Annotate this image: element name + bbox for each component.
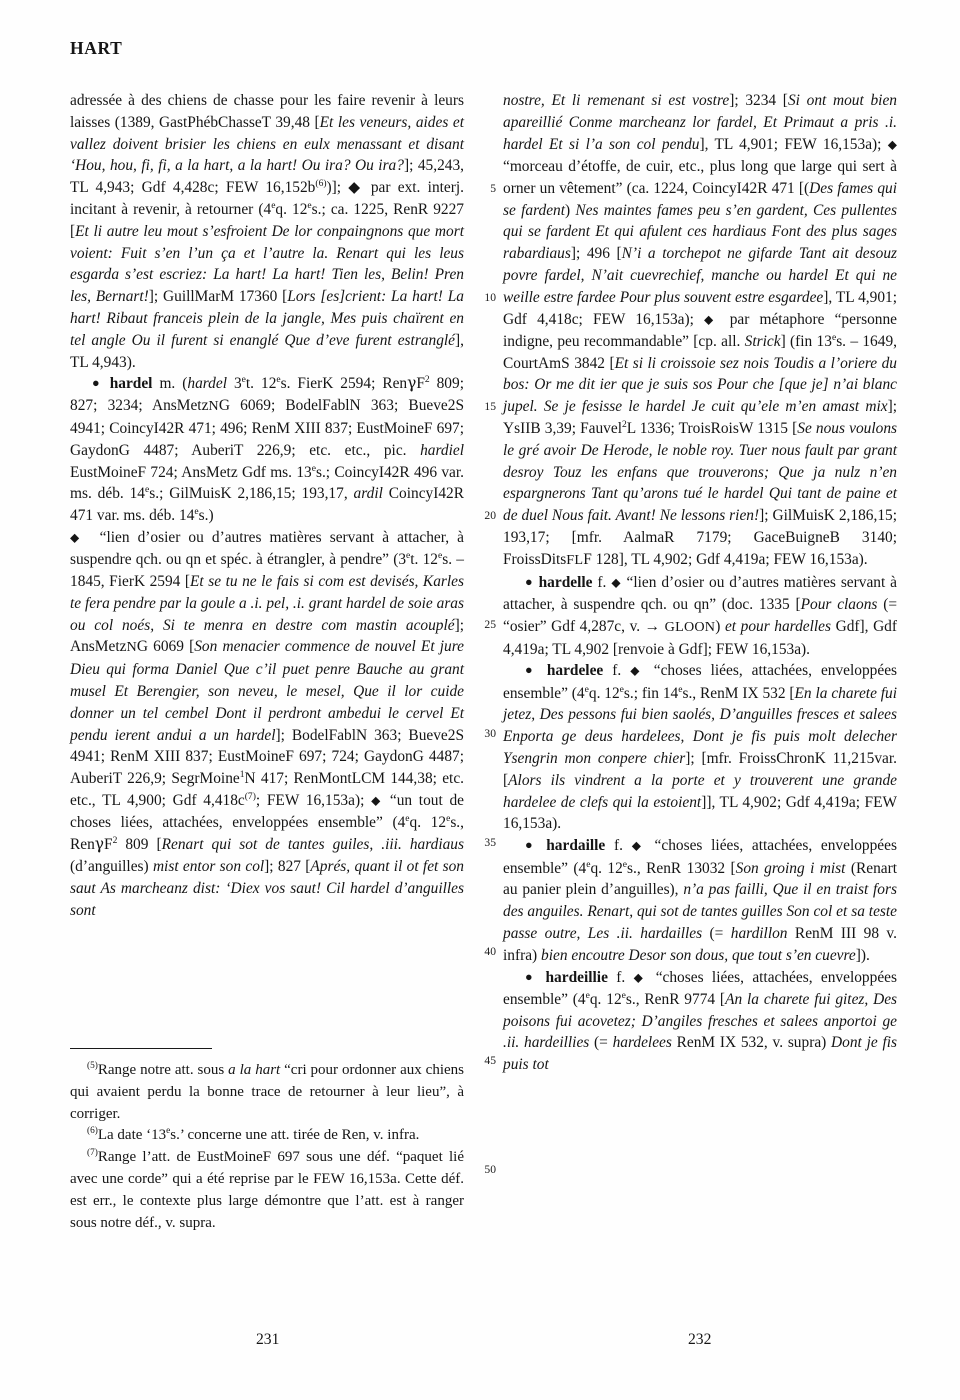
superscript: e bbox=[166, 1126, 171, 1137]
text-run: ; FEW 16,153a); bbox=[255, 792, 372, 810]
definition-text: par métaphore “personne indigne, peu recommandable” [cp. all. bbox=[503, 310, 897, 350]
definition-text: “lien d’osier ou d’autres matières servant à attacher, à suspendre qch. ou qn” (doc. 1335 [ bbox=[503, 573, 897, 613]
text-run: ]; BodelFablN 363; Bueve2S 4941; RenM XIII 837; EustMoineF 697; 724; GaydonG 4487; AuberiT 226,9; SegrMoine bbox=[70, 726, 465, 788]
text-run: ]; [mfr. FroissChronK 11,215var. [ bbox=[503, 750, 898, 789]
footnote-7 bbox=[70, 1147, 464, 1234]
superscript: e bbox=[271, 199, 276, 211]
text-run: ], TL 4,901; Gdf 4,418c; FEW 16,153a); bbox=[503, 288, 897, 328]
round-bullet-icon: ● bbox=[525, 969, 538, 984]
definition-text: “lien d’osier ou d’autres matières servant à attacher, à suspendre qch. ou qn et spéc. à étrangler, à pendre” (3 bbox=[70, 528, 464, 569]
text-run: ]; 3234 [ bbox=[729, 92, 788, 109]
superscript: e bbox=[586, 858, 591, 870]
form-italic: hardel bbox=[187, 375, 227, 393]
text-run: adressée à des chiens de chasse pour les faire revenir à leurs laisses (1389, GastPhébChasseT 39,48 [ bbox=[70, 92, 464, 131]
footnotes-block bbox=[70, 1060, 464, 1234]
superscript: e bbox=[145, 484, 150, 496]
diamond-bullet-icon: ◆ bbox=[630, 663, 645, 678]
quotation-italic: Des fames qui se fardent bbox=[503, 179, 897, 219]
cited-form-italic: a la hart bbox=[228, 1062, 281, 1078]
quotation-italic: Si ont mout bien apareillié Conme marcheanz lor fardel, Et Primaut a pris .i. hardel Et si l’a son col pendu bbox=[503, 92, 897, 153]
quotation-italic: nostre, Et li remenant si est vostre bbox=[503, 92, 730, 109]
text-run: F bbox=[104, 836, 113, 854]
smallcaps-run: N bbox=[126, 639, 137, 656]
definition-text: “choses liées, attachées, enveloppées ensemble” (4 bbox=[503, 968, 897, 1008]
text-run: ]; 496 [ bbox=[570, 245, 622, 263]
text-run: F bbox=[416, 375, 425, 393]
quotation-italic: et pour hardelles bbox=[724, 617, 831, 635]
text-run: 3 bbox=[227, 375, 242, 393]
superscript: e bbox=[584, 683, 589, 695]
definition-text: “choses liées, attachées, enveloppées ensemble” (4 bbox=[503, 837, 897, 877]
round-bullet-icon: ● bbox=[525, 838, 538, 853]
text-run: s.; fin 14 bbox=[623, 684, 679, 702]
diamond-bullet-icon: ◆ bbox=[887, 137, 898, 152]
superscript: 2 bbox=[424, 374, 430, 386]
text-run: G 6069 [ bbox=[136, 638, 195, 656]
entry-hardelee bbox=[503, 660, 897, 835]
quotation-italic: Alors ils vindrent a la porte et y trouverent une grande hardelee de clefs qui la estoient bbox=[503, 771, 897, 811]
right-column bbox=[503, 90, 897, 1076]
text-run: q. 12 bbox=[409, 814, 447, 832]
entry-hardel-sense-1 bbox=[70, 527, 464, 921]
text-run: s. – 1845, FierK 2594 [ bbox=[70, 551, 465, 591]
footnote-reference: (7) bbox=[244, 790, 256, 802]
text-run: ]; AnsMetz bbox=[70, 616, 464, 656]
form-italic: hardiel bbox=[420, 441, 464, 459]
text-run: s., RenM IX 532 [ bbox=[682, 684, 795, 702]
text-run: La date ‘13 bbox=[97, 1127, 167, 1144]
quotation-italic: Et li autre leu mout s’esfroient De lor conpaingnons que mort voient: Fuit s’en l’un ça et l’autre la. Renart qui les leus esgarda s’est escriez: La hart! La hart! Tien les, Belin! Pren les, Bernart! bbox=[70, 222, 464, 306]
line-number-gutter bbox=[462, 90, 496, 1270]
right-continuation-paragraph bbox=[503, 90, 897, 572]
quotation-italic: Renart qui sot de tantes guiles, .iii. hardiaus bbox=[161, 836, 464, 854]
text-run: s.; GilMuisK 2,186,15; 193,17, bbox=[149, 485, 354, 503]
headword: hardel bbox=[109, 375, 153, 393]
text-run: (= bbox=[702, 924, 731, 942]
text-run: CoincyI42R 471 var. ms. déb. 14 bbox=[70, 485, 465, 525]
quotation-italic: En la charete fui jetez, Des pessons fui bien saolés, D’anguilles fresces et salees Enporta ge deus hardelees, Dont je fis puis molt delecher Ysengrin mon conpere chier bbox=[503, 684, 898, 768]
diamond-bullet-icon: ◆ bbox=[633, 970, 648, 985]
cross-reference-smallcaps: GLOON bbox=[664, 618, 716, 635]
quotation-italic: Et les veneurs, aides et vallez doivent brisier les chiens en eulx menassant et disant ‘Hou, hou, fi, fi, a la hart, a la hart! Ou ira? Ou ira? bbox=[70, 113, 464, 175]
line-number: 30 bbox=[484, 727, 496, 740]
line-number: 5 bbox=[490, 182, 496, 195]
definition-text: “choses liées, attachées, enveloppées ensemble” (4 bbox=[503, 662, 898, 702]
headword: hardaille bbox=[546, 837, 606, 855]
text-run: ) bbox=[715, 617, 725, 635]
superscript: e bbox=[241, 374, 246, 386]
gender-label: f. bbox=[616, 968, 626, 986]
footnote-reference: (6) bbox=[315, 178, 327, 190]
quotation-italic: Se nous voulons le gré avoir De Herode, le noble roy. Tuer nous fault par grant desroy Touz les enfans que trouverons; Que ja nulz n’en espargnerons Tant qu’arons tué le hardel Qui tant de paine et de duel Nous fait. Avant! Ne lessons rien! bbox=[503, 420, 897, 525]
superscript: 1 bbox=[239, 769, 245, 781]
text-run: RenM IX 532, v. supra) bbox=[671, 1034, 832, 1052]
text-run: F 128], TL 4,902; Gdf 4,419a; FEW 16,153a). bbox=[583, 550, 868, 568]
diamond-bullet-icon: ◆ bbox=[70, 530, 84, 545]
text-run: (Renart au panier plein d’anguilles), bbox=[503, 859, 897, 899]
diamond-bullet-icon: ◆ bbox=[371, 793, 384, 808]
quotation-italic: Dont je fis puis tot bbox=[503, 1034, 897, 1074]
superscript: e bbox=[585, 989, 590, 1001]
entry-hardeillie bbox=[503, 967, 897, 1077]
superscript: e bbox=[276, 374, 281, 386]
text-run: Range notre att. sous bbox=[97, 1062, 229, 1078]
diamond-bullet-icon: ◆ bbox=[704, 312, 720, 327]
entry-hardel bbox=[70, 373, 464, 527]
text-run: 809 [ bbox=[117, 836, 162, 854]
quotation-italic: N’i a torchepot ne gifarde Tant ait desouz povre fardel, N’ait cuevrechief, manche ou hardel Et qui ne weille estre fardee Pour plus souvent estre esgardee bbox=[503, 245, 897, 306]
quotation-italic: Aprés, quant il ot fet son saut As marcheanz dist: ‘Diex vos saut! Cil hardel d’anguilles sont bbox=[70, 857, 464, 919]
line-number: 45 bbox=[484, 1054, 496, 1067]
text-run: ]; 45,243, TL 4,943; Gdf 4,428c; FEW 16,152b bbox=[70, 157, 465, 197]
superscript: e bbox=[831, 331, 837, 343]
text-run: s.; CoincyI42R 496 var. ms. déb. 14 bbox=[70, 463, 464, 503]
gender-label: f. bbox=[597, 573, 607, 591]
text-run: Gdf], Gdf 4,419a; TL 4,902 [renvoie à Gdf]; FEW 16,153a). bbox=[503, 617, 898, 658]
text-run: ] (fin 13 bbox=[780, 332, 832, 350]
quotation-italic: Lors [es]crient: La hart! La hart! Ribaut franceis plein de la jangle, Mes puis chaïrent en tel angle Ou il furent si enanglé Que d’eve furent estranglé bbox=[70, 288, 465, 349]
quotation-italic: Nes maintes fames peu s’en gardent, Ces pullentes qui se fardent Et qui afulent ces hardiaus Font des plus sages rabardiaus bbox=[503, 201, 897, 263]
text-run: q. 12 bbox=[590, 859, 623, 877]
form-italic: ardil bbox=[353, 485, 383, 503]
superscript: 2 bbox=[622, 418, 627, 430]
superscript: e bbox=[438, 550, 443, 562]
headword: hardelle bbox=[538, 573, 593, 591]
left-continuation-paragraph bbox=[70, 90, 464, 373]
superscript: e bbox=[622, 858, 628, 870]
text-run: ]], TL 4,902; Gdf 4,419a; FEW 16,153a). bbox=[503, 793, 898, 833]
entry-hardaille bbox=[503, 835, 897, 966]
line-number: 20 bbox=[484, 509, 496, 522]
text-run: ]; GilMuisK 2,186,15; 193,17; [mfr. AalmaR 7179; GaceBuigneB 3140; FroissDits bbox=[503, 507, 897, 568]
quotation-italic: An la charete fui gitez, Des poisons fui acovetez; D’angiles fresches et salees anportoi ge .ii. hardeillies bbox=[503, 990, 898, 1052]
text-run: (= “osier” Gdf 4,287c, v. → bbox=[503, 595, 898, 635]
quotation-italic: Et se tu ne le fais si com est devisés, Karles te fera pendre par la goule a .i. pel, .i. grant hardel de soie aras ou col noés, Si te menra en destre com mastin acouplé bbox=[70, 573, 464, 634]
footnote-separator-rule bbox=[70, 1048, 212, 1049]
text-run: s., RenR 9774 [ bbox=[625, 990, 726, 1008]
text-run: L 1336; TroisRoisW 1315 [ bbox=[626, 420, 798, 438]
superscript: e bbox=[619, 683, 624, 695]
text-run: s.) bbox=[198, 507, 214, 525]
quotation-italic: Son menacier commence de nouvel Et jure Dieu qui forma Daniel Que c’il puet penre Bauche au grant musel Et Berengier, son neveu, le mesel, Que il lor cuide donner un tel cembel Dont il perdront ambedui le cervel Et pendu ierent andui a un hardel bbox=[70, 638, 464, 744]
round-bullet-icon: ● bbox=[525, 574, 534, 589]
superscript: e bbox=[446, 813, 451, 825]
text-run: ]; GuillMarM 17360 [ bbox=[148, 288, 288, 306]
quotation-italic: mist entor son col bbox=[152, 857, 265, 875]
text-run: (d’anguilles) bbox=[70, 857, 153, 875]
text-run: G 6069; BodelFablN 363; Bueve2S 4941; CoincyI42R 471; 496; RenM XIII 837; EustMoineF 697; GaydonG 4487; AuberiT 226,9; etc. etc., pic. bbox=[70, 397, 464, 459]
superscript: e bbox=[194, 506, 199, 518]
entry-hardelle bbox=[503, 572, 897, 661]
definition-text: “un tout de choses liées, attachées, enveloppées ensemble” (4 bbox=[70, 792, 464, 832]
line-number: 50 bbox=[484, 1163, 496, 1176]
gender-label: f. bbox=[613, 837, 623, 855]
superscript: e bbox=[621, 989, 626, 1001]
text-run: ], TL 4,901; FEW 16,153a); bbox=[699, 135, 888, 153]
text-run: s.’ concerne une att. tirée de Ren, v. infra. bbox=[170, 1127, 420, 1144]
superscript: 2 bbox=[112, 835, 118, 847]
gamma-glyph: γ bbox=[407, 374, 417, 393]
footnote-marker: (5) bbox=[87, 1061, 98, 1071]
line-number: 15 bbox=[484, 400, 496, 413]
text-run: q. 12 bbox=[275, 200, 308, 218]
cited-form-italic: hardillon bbox=[730, 924, 788, 942]
footnote-5 bbox=[70, 1060, 464, 1125]
text-run: “cri pour ordonner aux chiens qui avaient perdu la bonne trace de retourner à leur lieu”, à corriger. bbox=[70, 1062, 464, 1122]
superscript: e bbox=[307, 199, 312, 211]
round-bullet-icon: ● bbox=[92, 376, 103, 391]
footnote-6 bbox=[70, 1125, 464, 1147]
gender-label: f. bbox=[612, 662, 622, 680]
quotation-italic: Et si li croissoie sez nois Toudis a l’oriere du bos: Or me dit ier que je suis sos Pour che [que je] n’ai blanc jupel. Se je fesisse le hardel Je cuit qu’ele m’en amast mix bbox=[503, 354, 897, 416]
footnote-marker: (7) bbox=[87, 1148, 98, 1159]
text-run: N 417; RenMontLCM 144,38; etc. etc., TL 4,900; Gdf 4,418c bbox=[70, 770, 464, 810]
cited-form-italic: Strick bbox=[744, 332, 781, 350]
left-column bbox=[70, 90, 464, 921]
text-run: ) bbox=[565, 201, 576, 219]
superscript: e bbox=[405, 813, 410, 825]
quotation-italic: Son groing i mist bbox=[735, 859, 846, 877]
text-run: ( bbox=[182, 375, 188, 393]
headword: hardeillie bbox=[545, 968, 608, 986]
smallcaps-run: N bbox=[208, 398, 219, 415]
smallcaps-run: FL bbox=[566, 551, 584, 568]
text-run: ]). bbox=[855, 946, 870, 964]
gender-label: m. bbox=[159, 375, 176, 393]
text-run: t. 12 bbox=[410, 551, 439, 569]
running-head: HART bbox=[70, 38, 123, 58]
superscript: e bbox=[678, 683, 683, 695]
text-run: Range l’att. de EustMoineF 697 sous une déf. “paquet lié avec une corde” qui a été reprise par le FEW 16,153a. Cette déf. est err., le contexte plus large démontre que l’att. est à ranger sous notre déf., v. supra. bbox=[70, 1149, 464, 1231]
headword: hardelee bbox=[546, 662, 604, 680]
text-run: EustMoineF 724; AnsMetz Gdf ms. 13 bbox=[70, 463, 312, 481]
text-run: q. 12 bbox=[589, 990, 622, 1008]
line-number: 25 bbox=[484, 618, 496, 631]
text-run: q. 12 bbox=[588, 684, 620, 702]
folio-left: 231 bbox=[256, 1331, 280, 1348]
line-number: 10 bbox=[484, 291, 496, 304]
text-run: t. 12 bbox=[245, 375, 277, 393]
round-bullet-icon: ● bbox=[525, 663, 538, 678]
line-number: 40 bbox=[484, 945, 496, 958]
text-run: )]; ◆ par ext. interj. incitant à revenir, à retourner (4 bbox=[70, 179, 464, 218]
text-run: RenM III 98 v. infra) bbox=[503, 924, 897, 964]
text-run: ], TL 4,943). bbox=[70, 331, 464, 371]
quotation-italic: Pour claons bbox=[800, 595, 878, 613]
cited-form-italic: hardelees bbox=[612, 1034, 672, 1052]
quotation-italic: bien encoutre Desor son dous, que tout s’en cuevre bbox=[541, 946, 856, 964]
text-run: ]; YsIIB 3,39; Fauvel bbox=[503, 398, 897, 438]
text-run: s. FierK 2594; Ren bbox=[280, 375, 408, 393]
text-run: s., Ren bbox=[70, 814, 464, 854]
line-number: 35 bbox=[484, 836, 496, 849]
definition-text: “morceau d’étoffe, de cuir, etc., plus long que large qui sert à orner un vêtement” (ca. 1224, CoincyI42R 471 [( bbox=[503, 157, 897, 197]
text-run: ]; 827 [ bbox=[264, 857, 311, 875]
folio-right: 232 bbox=[688, 1331, 712, 1348]
text-run: (= bbox=[589, 1034, 613, 1052]
diamond-bullet-icon: ◆ bbox=[631, 838, 646, 853]
footnote-marker: (6) bbox=[87, 1126, 98, 1137]
quotation-italic: n’a pas failli, Que il en traist fors des anguiles. Renart, qui sot de tantes guilles Son col et sa teste passe outre, Les .ii. hardailles bbox=[503, 881, 897, 942]
text-run: s. – 1649, CourtAmS 3842 [ bbox=[503, 332, 897, 372]
gamma-glyph: γ bbox=[94, 835, 104, 854]
superscript: e bbox=[406, 550, 411, 562]
superscript: e bbox=[311, 462, 316, 474]
text-run: s., RenR 13032 [ bbox=[627, 859, 736, 877]
diamond-bullet-icon: ◆ bbox=[611, 575, 622, 590]
text-run: 809; 827; 3234; AnsMetz bbox=[70, 375, 464, 415]
text-run: s.; ca. 1225, RenR 9227 [ bbox=[70, 200, 465, 240]
